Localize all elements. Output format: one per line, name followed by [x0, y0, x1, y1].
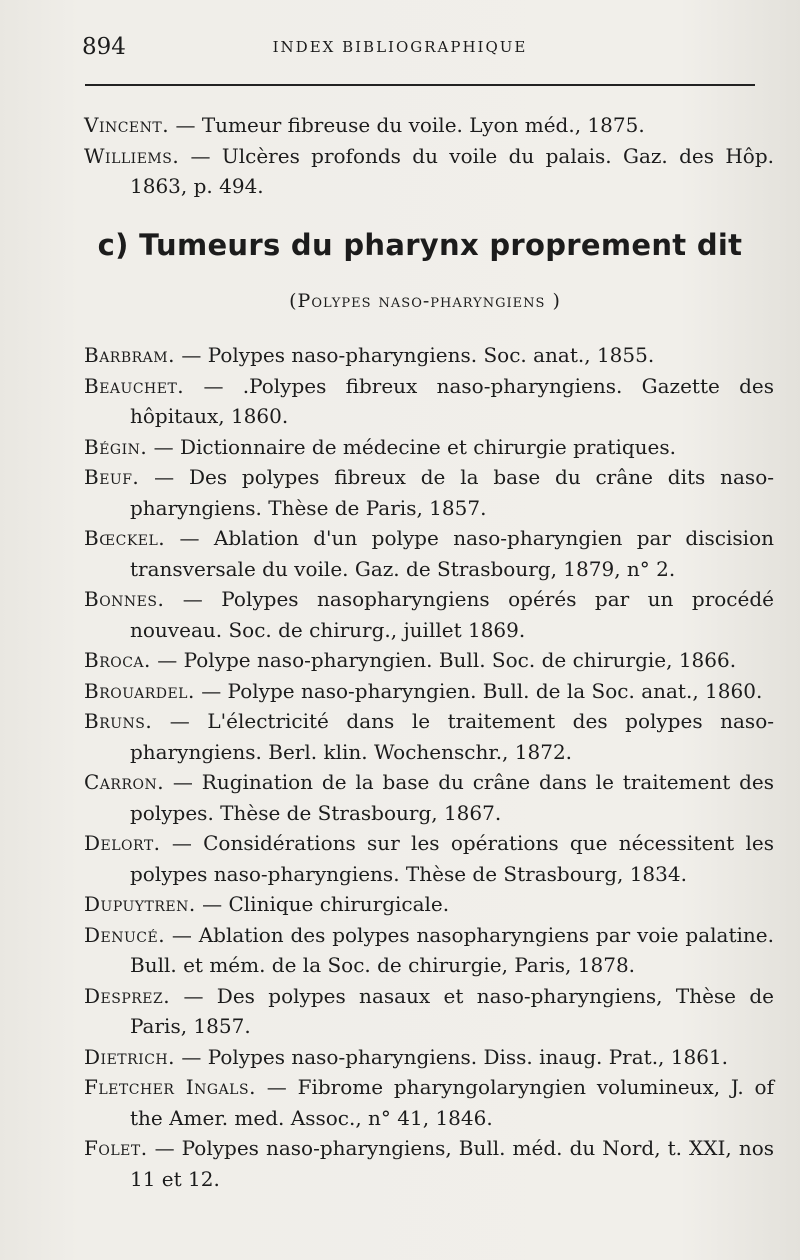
top-entries — [84, 110, 774, 202]
section-title: c) Tumeurs du pharynx proprement dit — [97, 228, 743, 262]
entry-author: Dupuytren. — [84, 892, 196, 916]
bibliography-entry — [84, 462, 774, 523]
bibliography-entry — [84, 1072, 774, 1133]
entry-text: — Des polypes fibreux de la base du crâne dits naso-pharyngiens. Thèse de Paris, 1857. — [130, 465, 774, 520]
entry-author: Brouardel. — [84, 678, 195, 703]
entry-text: — Polypes naso-pharyngiens. Soc. anat., 1855. — [174, 343, 655, 367]
bibliography-entry — [84, 1133, 774, 1194]
bibliography-entry — [84, 981, 774, 1042]
bibliography-entry — [84, 110, 774, 141]
page-number: 894 — [82, 34, 126, 60]
entry-text: — L'électricité dans le traitement des polypes naso-pharyngiens. Berl. klin. Wochenschr., 1872. — [130, 709, 774, 764]
bibliography-entry — [84, 767, 774, 828]
entry-author: Williems. — [84, 143, 180, 168]
entry-text: — Dictionnaire de médecine et chirurgie pratiques. — [147, 434, 676, 459]
entry-author: Beauchet. — [84, 373, 185, 398]
entry-author: Broca. — [84, 648, 151, 672]
entry-author: Dietrich. — [84, 1044, 175, 1069]
running-head: INDEX BIBLIOGRAPHIQUE — [272, 38, 528, 56]
entry-text: — .Polypes fibreux naso-pharyngiens. Gazette des hôpitaux, 1860. — [130, 373, 774, 428]
entry-text: — Des polypes nasaux et naso-pharyngiens, Thèse de Paris, 1857. — [130, 983, 774, 1038]
bibliography-entry — [84, 1042, 774, 1073]
bibliography-entry — [84, 584, 774, 645]
entry-text: — Fibrome pharyngolaryngien volumineux, J. of the Amer. med. Assoc., n° 41, 1846. — [130, 1075, 774, 1130]
entry-text: — Ulcères profonds du voile du palais. Gaz. des Hôp. 1863, p. 494. — [130, 143, 774, 198]
page-header — [0, 30, 800, 70]
entry-author: Desprez. — [84, 983, 171, 1008]
entry-text: — Polypes naso-pharyngiens. Diss. inaug. Prat., 1861. — [174, 1044, 729, 1069]
entry-text: — Polype naso-pharyngien. Bull. de la Soc. anat., 1860. — [194, 678, 763, 703]
entry-author: Denucé. — [84, 922, 166, 947]
main-entries — [84, 340, 774, 1194]
entry-author: Folet. — [84, 1136, 148, 1160]
bibliography-entry — [84, 645, 774, 676]
entry-text: — Tumeur fibreuse du voile. Lyon méd., 1875. — [169, 113, 645, 137]
entry-text: — Ablation des polypes nasopharyngiens par voie palatine. Bull. et mém. de la Soc. de chirurgie, Paris, 1878. — [130, 922, 774, 977]
bibliography-entry — [84, 523, 774, 584]
bibliography-entry — [84, 340, 774, 371]
bibliography-entry — [84, 920, 774, 981]
entry-text: — Rugination de la base du crâne dans le traitement des polypes. Thèse de Strasbourg, 1867. — [130, 770, 774, 825]
bibliography-entry — [84, 371, 774, 432]
entry-author: Beuf. — [84, 465, 140, 489]
entry-text: — Polypes naso-pharyngiens, Bull. méd. du Nord, t. XXI, nos 11 et 12. — [130, 1136, 774, 1191]
entry-author: Carron. — [84, 770, 165, 794]
section-subtitle: (Polypes naso-pharyngiens ) — [289, 290, 561, 312]
entry-author: Barbram. — [84, 343, 175, 367]
entry-author: Fletcher Ingals. — [84, 1075, 256, 1099]
bibliography-entry — [84, 432, 774, 463]
bibliography-entry — [84, 706, 774, 767]
bibliography-entry — [84, 889, 774, 920]
entry-author: Vincent. — [84, 113, 170, 137]
entry-text: — Considérations sur les opérations que nécessitent les polypes naso-pharyngiens. Thèse de Strasbourg, 1834. — [130, 831, 774, 886]
entry-author: Bégin. — [84, 434, 148, 459]
entry-text: — Ablation d'un polype naso-pharyngien par discision transversale du voile. Gaz. de Strasbourg, 1879, n° 2. — [130, 526, 774, 581]
header-rule — [85, 84, 755, 86]
entry-author: Bonnes. — [84, 587, 165, 611]
entry-text: — Polype naso-pharyngien. Bull. Soc. de chirurgie, 1866. — [150, 648, 737, 672]
entry-author: Bœckel. — [84, 526, 166, 550]
bibliography-entry — [84, 676, 774, 707]
entry-text: — Clinique chirurgicale. — [195, 892, 450, 916]
entry-text: — Polypes nasopharyngiens opérés par un procédé nouveau. Soc. de chirurg., juillet 1869. — [130, 587, 774, 642]
bibliography-entry — [84, 141, 774, 202]
entry-author: Bruns. — [84, 709, 153, 733]
bibliography-entry — [84, 828, 774, 889]
entry-author: Delort. — [84, 831, 161, 855]
